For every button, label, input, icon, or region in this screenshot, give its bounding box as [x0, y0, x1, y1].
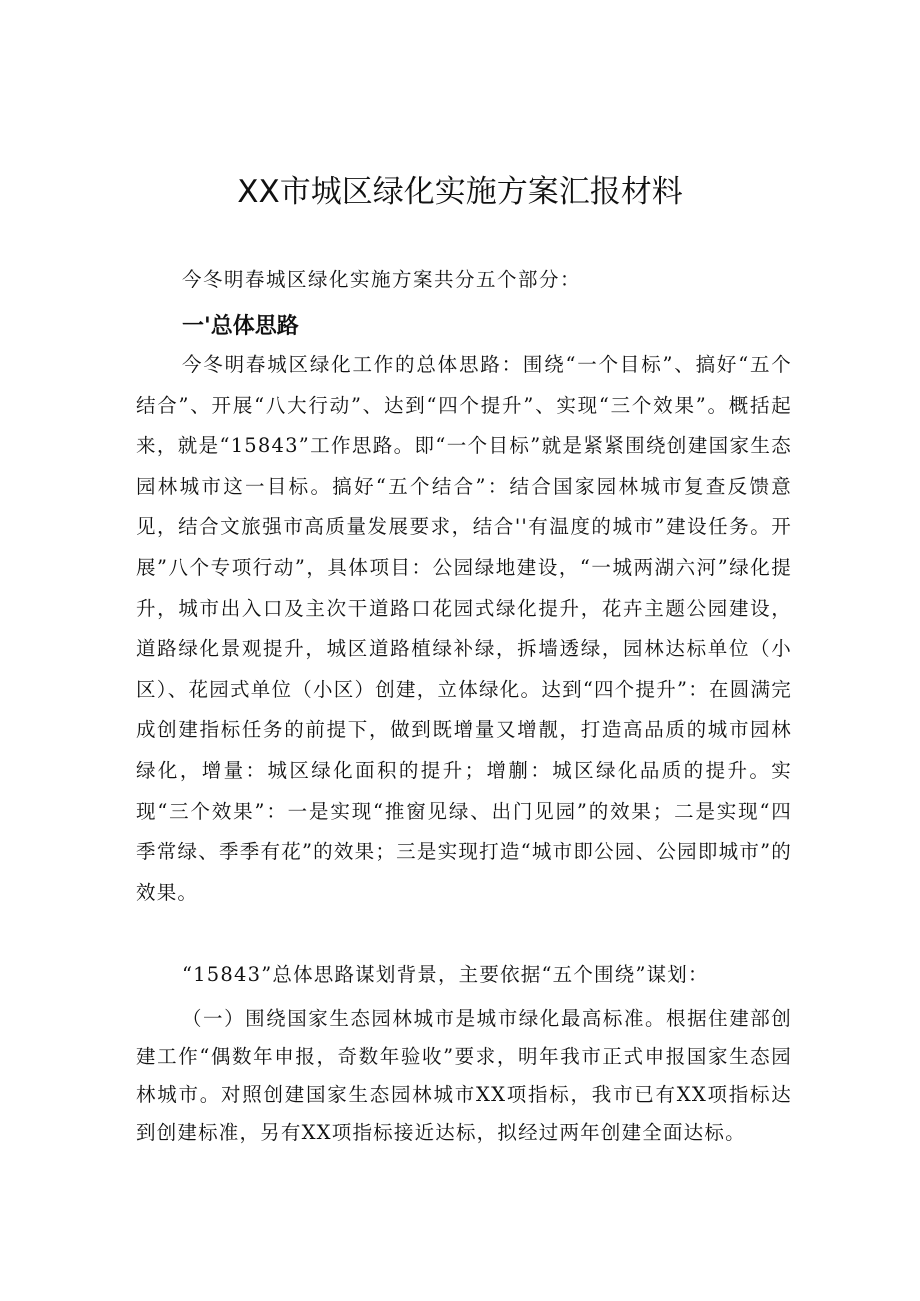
paragraph-section-one: （一）围绕国家生态园林城市是城市绿化最高标准。根据住建部创建工作“偶数年申报，奇数年验收”要求，明年我市正式申报国家生态园林城市。对照创建国家生态园林城市XX项指标，我市已有XX项指标达到创建标准，另有XX项指标接近达标，拟经过两年创建全面达标。 [136, 1007, 792, 1144]
paragraph-background: “15843”总体思路谋划背景，主要依据“五个围绕”谋划： [182, 963, 709, 986]
intro-text: 今冬明春城区绿化实施方案共分五个部分： [182, 268, 582, 291]
document-title: XX市城区绿化实施方案汇报材料 [237, 174, 683, 210]
paragraph-overall-approach: 今冬明春城区绿化工作的总体思路：围绕“一个目标”、搞好“五个结合”、开展“八大行动”、达到“四个提升”、实现“三个效果”。概括起来，就是“15843”工作思路。即“一个目标”就是紧紧围绕创建国家生态园林城市这一目标。搞好“五个结合”：结合国家园林城市复查反馈意见，结合文旅强市高质量发展要求，结合''有温度的城市”建设任务。开展”八个专项行动”，具体项目：公园绿地建设，“一城两湖六河”绿化提升，城市出入口及主次干道路口花园式绿化提升，花卉主题公园建设，道路绿化景观提升，城区道路植绿补绿，拆墙透绿，园林达标单位（小区）、花园式单位（小区）创建，立体绿化。达到“四个提升”：在圆满完成创建指标任务的前提下，做到既增量又增靓，打造高品质的城市园林绿化，增量：城区绿化面积的提升；增蒯：城区绿化品质的提升。实现“三个效果”：一是实现“推窗见绿、出门见园”的效果；二是实现“四季常绿、季季有花”的效果；三是实现打造“城市即公园、公园即城市”的效果。 [136, 353, 792, 904]
section-heading: 一'总体思路 [182, 314, 299, 339]
